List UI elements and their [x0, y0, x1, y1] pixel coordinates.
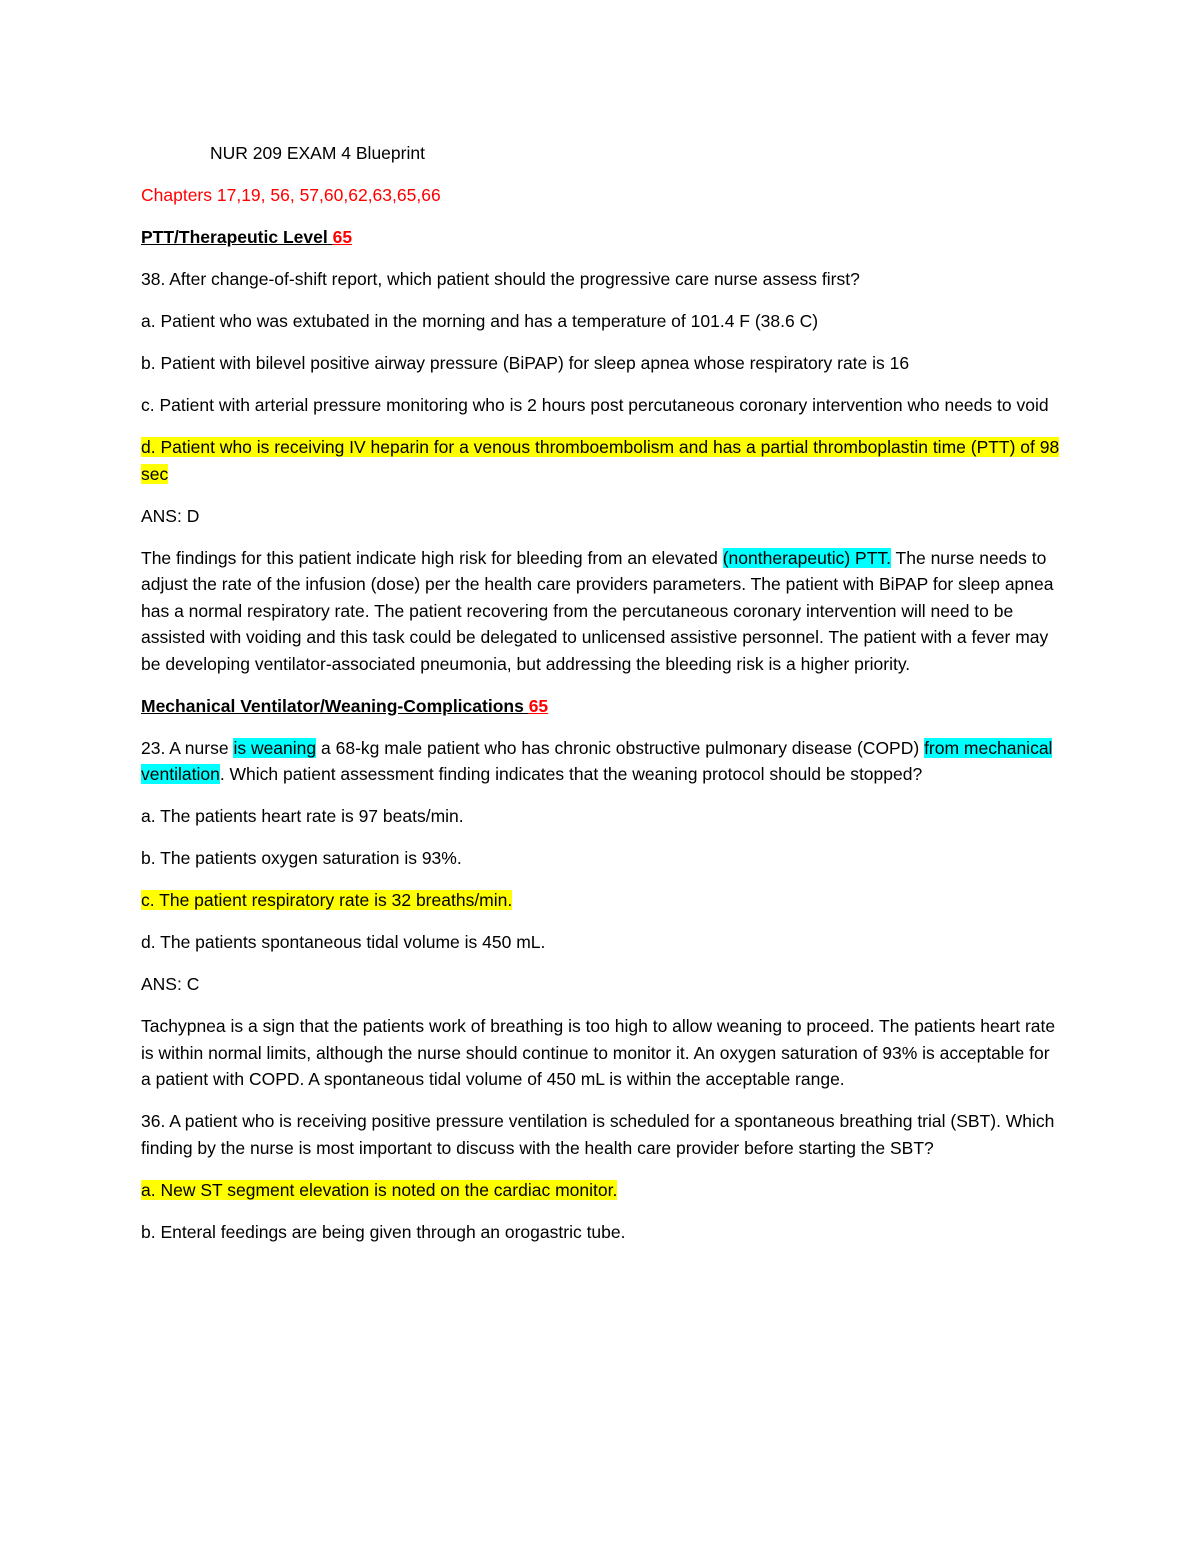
chapters-line: Chapters 17,19, 56, 57,60,62,63,65,66: [141, 185, 441, 205]
correct-answer-highlight: d. Patient who is receiving IV heparin for a venous thromboembolism and has a partial thromboplastin time (PTT) of 98 sec: [141, 437, 1060, 484]
section-chapter-number: 65: [332, 227, 353, 247]
document-body: [141, 140, 1061, 1261]
section-heading-text: PTT/Therapeutic Level: [141, 227, 328, 247]
question-23-option-b: b. The patients oxygen saturation is 93%.: [141, 848, 462, 868]
question-38-answer: ANS: D: [141, 505, 200, 526]
question-23-answer: ANS: C: [141, 974, 200, 994]
stem-text: . Which patient assessment finding indicates that the weaning protocol should be stopped?: [219, 764, 923, 784]
section-heading-ptt: [141, 224, 1061, 251]
key-phrase-highlight: (nontherapeutic) PTT.: [722, 547, 892, 568]
stem-text: a 68-kg male patient who has chronic obstructive pulmonary disease (COPD): [316, 737, 925, 758]
question-23-stem: [141, 735, 1061, 788]
question-38-option-a: a. Patient who was extubated in the morning and has a temperature of 101.4 F (38.6 C): [141, 311, 819, 331]
question-23-option-d: d. The patients spontaneous tidal volume is 450 mL.: [141, 932, 546, 952]
question-23-option-a: a. The patients heart rate is 97 beats/min.: [141, 806, 464, 826]
section-chapter-number: 65: [528, 695, 549, 716]
question-23-option-c: [141, 887, 1061, 914]
question-23-rationale: Tachypnea is a sign that the patients work of breathing is too high to allow weaning to proceed. The patients heart rate is within normal limits, although the nurse should continue to monitor it. An oxygen saturation of 93% is acceptable for a patient with COPD. A spontaneous tidal volume of 450 mL is within the acceptable range.: [141, 1016, 1056, 1089]
question-36-option-a: [141, 1177, 1061, 1204]
question-38-option-c: c. Patient with arterial pressure monitoring who is 2 hours post percutaneous coronary intervention who needs to void: [141, 395, 1049, 415]
key-phrase-highlight: from mechanical ventilation: [141, 737, 1053, 784]
rationale-text: The findings for this patient indicate high risk for bleeding from an elevated: [141, 547, 723, 568]
question-38-rationale: [141, 545, 1061, 678]
question-38-option-d: [141, 434, 1061, 487]
question-36-option-b: b. Enteral feedings are being given through an orogastric tube.: [141, 1221, 626, 1242]
question-38-option-b: b. Patient with bilevel positive airway pressure (BiPAP) for sleep apnea whose respiratory rate is 16: [141, 353, 910, 373]
question-36-stem: 36. A patient who is receiving positive pressure ventilation is scheduled for a spontaneous breathing trial (SBT). Which finding by the nurse is most important to discuss with the health care provider before starting the SBT?: [141, 1111, 1055, 1158]
correct-answer-highlight: c. The patient respiratory rate is 32 breaths/min.: [141, 890, 513, 910]
question-38-stem: 38. After change-of-shift report, which patient should the progressive care nurse assess first?: [141, 269, 860, 289]
section-heading-text: Mechanical Ventilator/Weaning-Complications: [141, 695, 524, 716]
correct-answer-highlight: a. New ST segment elevation is noted on the cardiac monitor.: [141, 1179, 618, 1200]
stem-text: 23. A nurse: [141, 737, 234, 758]
document-title: NUR 209 EXAM 4 Blueprint: [210, 143, 425, 163]
rationale-text: The nurse needs to adjust the rate of the infusion (dose) per the health care providers parameters. The patient with BiPAP for sleep apnea has a normal respiratory rate. The patient recovering from the percutaneous coronary intervention will need to be assisted with voiding and this task could be delegated to unlicensed assistive personnel. The patient with a fever may be developing ventilator-associated pneumonia, but addressing the bleeding risk is a higher priority.: [141, 547, 1054, 674]
key-phrase-highlight: is weaning: [233, 737, 317, 758]
section-heading-ventilator: [141, 693, 1061, 720]
